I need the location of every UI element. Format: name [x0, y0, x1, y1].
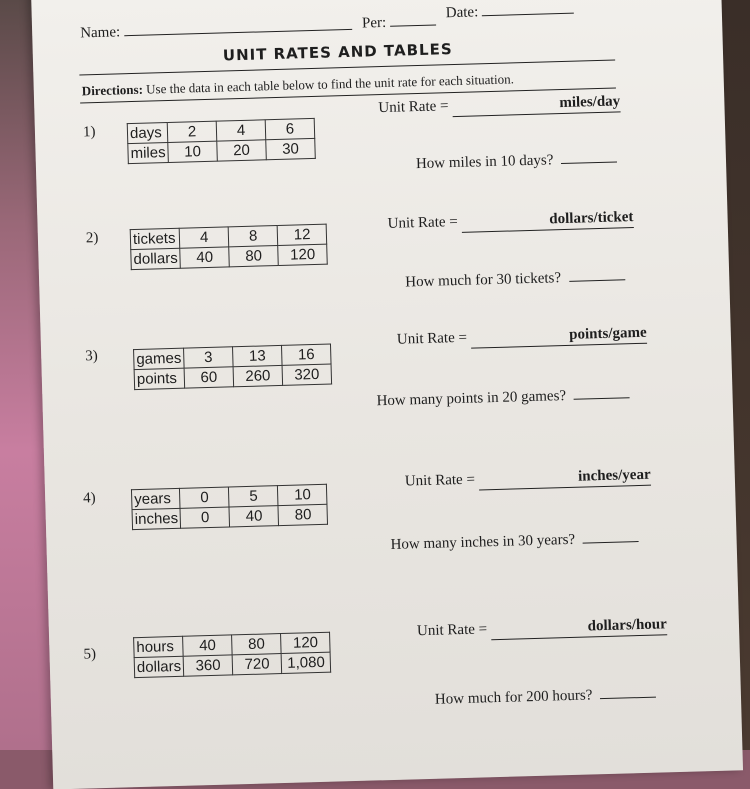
table-cell: 3	[184, 347, 234, 368]
problem-number: 1)	[82, 124, 96, 141]
question-text: How much for 200 hours?	[434, 687, 593, 708]
question-row	[435, 685, 657, 709]
answer-blank[interactable]	[569, 267, 625, 282]
unit-rate-label: Unit Rate =	[387, 213, 458, 232]
table-cell: 40	[229, 506, 279, 527]
per-label: Per:	[361, 14, 387, 32]
unit-rate-row	[405, 467, 651, 493]
unit-rate-answer[interactable]: miles/day	[452, 93, 620, 117]
name-field[interactable]	[80, 15, 352, 43]
table-cell: 4	[216, 120, 266, 141]
question-row	[405, 267, 625, 291]
unit-rate-row	[378, 93, 620, 119]
table-cell: 40	[180, 247, 230, 268]
unit-rate-row	[417, 616, 667, 642]
problem-number: 3)	[85, 348, 98, 365]
unit-rate-answer[interactable]: inches/year	[478, 467, 650, 491]
table-cell: 12	[277, 224, 327, 245]
question-text: How much for 30 tickets?	[405, 270, 562, 291]
question-row	[376, 385, 630, 410]
table-cell: miles	[128, 143, 169, 164]
unit-rate-row	[387, 209, 633, 235]
table-cell: 0	[180, 487, 230, 508]
table-row	[128, 138, 316, 163]
table-cell: 40	[183, 635, 233, 656]
table-cell: 80	[229, 245, 279, 266]
data-table	[127, 118, 316, 164]
question-row	[390, 529, 639, 554]
table-cell: hours	[134, 636, 184, 657]
table-cell: 120	[281, 632, 331, 653]
table-cell: 80	[278, 504, 328, 525]
answer-blank[interactable]	[600, 685, 656, 700]
table-cell: 8	[228, 226, 278, 247]
question-text: How many points in 20 games?	[376, 388, 567, 410]
answer-blank[interactable]	[583, 529, 639, 544]
table-cell: tickets	[130, 228, 180, 249]
table-cell: 5	[229, 486, 279, 507]
table-cell: 20	[217, 140, 267, 161]
question-text: How many inches in 30 years?	[390, 531, 576, 553]
table-cell: points	[134, 368, 185, 389]
table-cell: 320	[282, 364, 332, 385]
worksheet-paper	[31, 0, 743, 789]
table-cell: 16	[282, 344, 332, 365]
title-rule-top	[79, 60, 615, 76]
unit-rate-row	[397, 325, 647, 351]
date-field[interactable]	[445, 0, 574, 22]
table-row	[132, 504, 328, 529]
unit-rate-answer[interactable]: points/game	[471, 325, 647, 349]
table-cell: years	[131, 488, 180, 509]
data-table	[131, 484, 328, 530]
table-cell: 6	[265, 118, 315, 139]
unit-rate-answer[interactable]: dollars/ticket	[461, 209, 633, 233]
date-blank[interactable]	[482, 0, 574, 16]
data-table	[133, 632, 331, 678]
table-cell: dollars	[134, 656, 184, 677]
name-blank[interactable]	[124, 15, 352, 36]
problem-number: 2)	[85, 230, 99, 247]
data-table	[133, 344, 332, 391]
unit-rate-label: Unit Rate =	[378, 98, 449, 117]
table-cell: 10	[168, 141, 218, 162]
table-cell: 10	[278, 484, 328, 505]
question-text: How miles in 10 days?	[415, 152, 554, 173]
unit-rate-label: Unit Rate =	[416, 621, 488, 640]
directions-label: Directions:	[81, 81, 144, 99]
answer-blank[interactable]	[574, 385, 630, 400]
data-table	[130, 224, 328, 270]
table-cell: inches	[132, 508, 181, 529]
table-row	[131, 244, 328, 269]
unit-rate-label: Unit Rate =	[396, 329, 468, 348]
problem-number: 4)	[82, 490, 96, 507]
table-row	[134, 364, 332, 389]
table-cell: 13	[233, 345, 283, 366]
per-blank[interactable]	[390, 10, 436, 26]
table-cell: 1,080	[281, 652, 331, 673]
problem-number: 5)	[83, 646, 97, 663]
table-cell: 60	[184, 367, 234, 388]
table-cell: 2	[167, 121, 217, 142]
date-label: Date:	[445, 4, 479, 22]
table-cell: 120	[278, 244, 328, 265]
unit-rate-answer[interactable]: dollars/hour	[491, 616, 667, 640]
table-cell: 0	[180, 507, 230, 528]
table-cell: 30	[266, 138, 316, 159]
question-row	[416, 149, 618, 173]
table-cell: 360	[183, 655, 233, 676]
table-cell: 260	[233, 365, 283, 386]
per-field[interactable]	[362, 10, 436, 32]
table-cell: days	[127, 123, 168, 144]
table-cell: 720	[232, 654, 282, 675]
directions	[82, 71, 515, 99]
page-title: UNIT RATES AND TABLES	[222, 40, 453, 65]
answer-blank[interactable]	[561, 149, 617, 164]
unit-rate-label: Unit Rate =	[404, 471, 476, 490]
table-row	[134, 652, 331, 677]
name-label: Name:	[79, 24, 121, 42]
table-cell: 4	[179, 227, 229, 248]
table-cell: dollars	[131, 248, 181, 269]
table-cell: games	[134, 348, 185, 369]
directions-text: Use the data in each table below to find the unit rate for each situation.	[145, 71, 515, 97]
table-cell: 80	[232, 634, 282, 655]
